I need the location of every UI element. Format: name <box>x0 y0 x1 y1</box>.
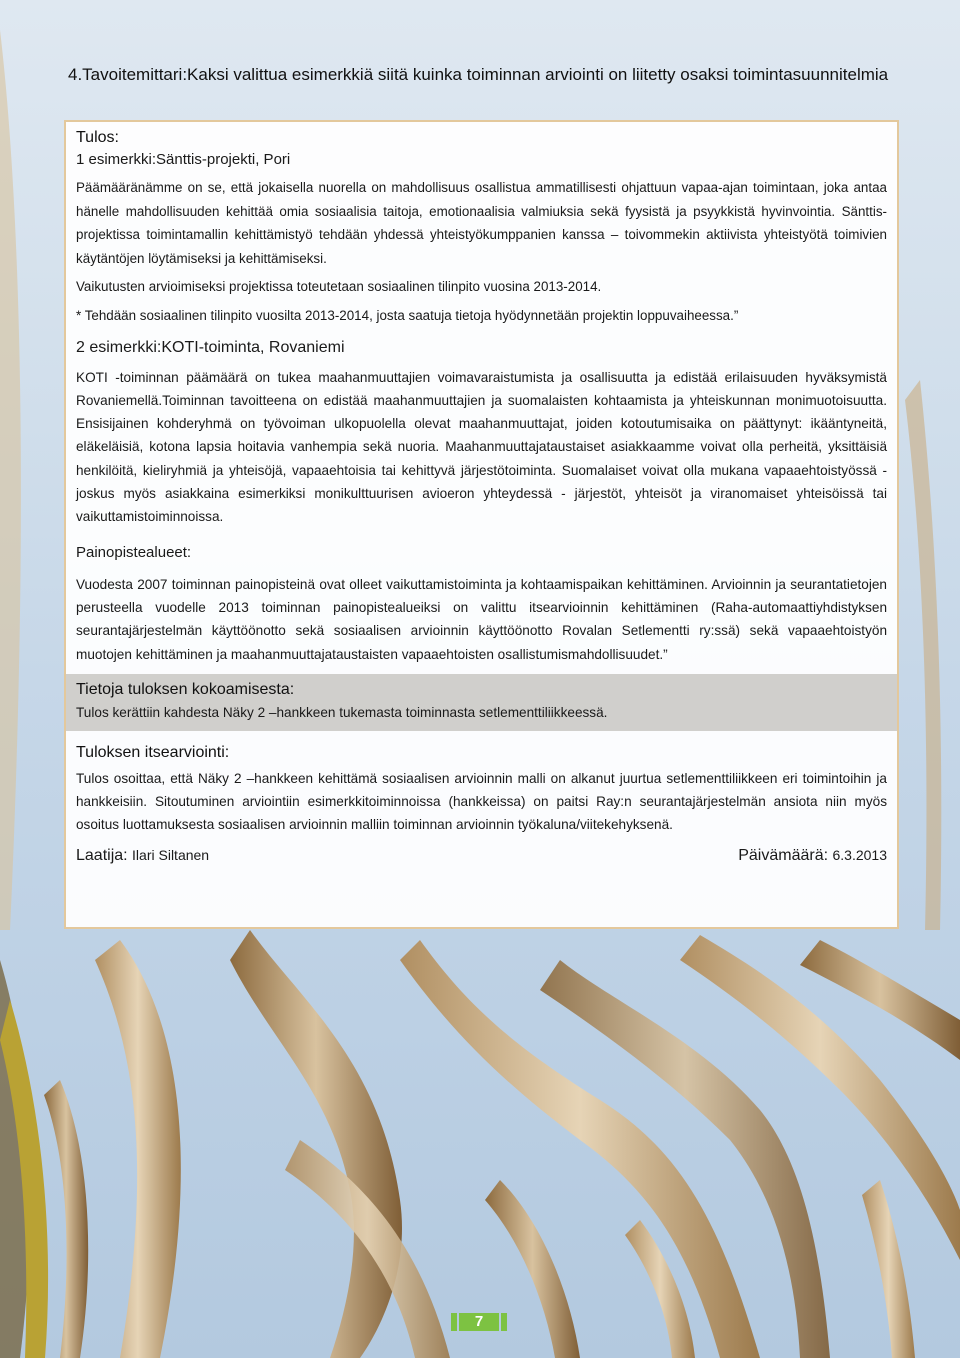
self-evaluation-text: Tulos osoittaa, että Näky 2 –hankkeen kehittämä sosiaalisen arvioinnin malli on alkanut juurtua setlementtiliikkeen eri toimintoihin ja hankkeisiin. Sitoutuminen arviointiin esimerkkitoiminnoissa (hankkeissa) on paitsi Ray:n seurantajärjestelmän ansiota niin myös osoitus luottamuksesta sosiaalisen arvioinnin malliin toiminnan arvioinnin työkaluna/viitekehyksenä. <box>76 770 887 833</box>
page-number-badge <box>451 1313 507 1331</box>
example2-paragraph: KOTI -toiminnan päämäärä on tukea maahanmuuttajien voimavaraistumista ja osallisuutta ja edistää erilaisuuden hyväksymistä Rovaniemellä.Toiminnan tavoitteena on edistää maahanmuuttajien ja suomalaisten kohtaamista ja yhteiskunnan monimuotoisuutta. Ensisijainen kohderyhmä on työvoiman ulkopuolella olevat maahanmuuttajat, joiden kotoutumisaika on päättynyt: ikääntyneitä, eläkeläisiä, kotona lapsia hoitavia vanhempia sekä nuoria. Maahanmuuttajataustaiset asiakkaamme voivat olla perheitä, yksittäisiä henkilöitä, kieliryhmiä ja yhteisöjä, vapaaehtoisia tai kehittyvä järjestötoiminta. Suomalaiset voivat olla mukana vapaaehtoistyössä - joskus myös asiakkaina esimerkiksi monikulttuurisen avioeron yhteydessä - järjestöt, yhteisöt ja viranomaiset yhteisöissä tai vaikuttamistoiminnoissa. <box>76 369 887 525</box>
compilation-section <box>66 674 897 731</box>
self-evaluation-title: Tuloksen itsearviointi: <box>76 743 230 761</box>
example1-title: 1 esimerkki:Sänttis-projekti, Pori <box>76 151 291 168</box>
date-value: 6.3.2013 <box>832 846 887 863</box>
page-number-stripe <box>451 1313 457 1331</box>
author-name: Ilari Siltanen <box>132 846 210 863</box>
self-evaluation-section <box>66 731 897 865</box>
author-block <box>76 847 209 865</box>
example1-paragraph: Vaikutusten arvioimiseksi projektissa toteutetaan sosiaalinen tilinpito vuosina 2013-2014. <box>76 279 602 295</box>
example2-title: 2 esimerkki:KOTI-toiminta, Rovaniemi <box>76 338 345 356</box>
example1-paragraph: * Tehdään sosiaalinen tilinpito vuosilta 2013-2014, josta saatuja tietoja hyödynnetään projektin loppuvaiheessa.” <box>76 307 739 323</box>
page-number-stripe <box>501 1313 507 1331</box>
result-label: Tulos: <box>76 129 119 146</box>
content-panel <box>64 120 899 929</box>
page-title: 4.Tavoitemittari:Kaksi valittua esimerkkiä siitä kuinka toiminnan arviointi on liitetty osaksi toimintasuunnitelmia <box>68 65 889 84</box>
example1-paragraph: Päämääränämme on se, että jokaisella nuorella on mahdollisuus osallistua ammatillisesti ohjattuun vapaa-ajan toimintaan, joka antaa hänelle mahdollisuuden kehittää omia sosiaalisia taitoja, emotionaalisia valmiuksia sekä fyysistä ja psyykkistä hyvinvointia. Sänttis-projektissa toimintamallin kehittämistyö tehdään yhdessä yhteistyökumppanien kanssa – toivommekin aktiivista yhteistyötä toimivien käytäntöjen löytämiseksi ja kehittämiseksi. <box>76 180 887 266</box>
author-label: Laatija: <box>76 846 128 864</box>
focus-areas-label: Painopistealueet: <box>76 543 192 561</box>
focus-areas-paragraph: Vuodesta 2007 toiminnan painopisteinä ovat olleet vaikuttamistoiminta ja kohtaamispaikan kehittäminen. Arvioinnin ja seurantatietojen perusteella vuodelle 2013 toiminnan painopistealueiksi on valittu itsearvioinnin kehittäminen (Raha-automaattiyhdistyksen seurantajärjestelmän käyttöönotto sekä sosiaalisen arvioinnin käyttöönotto Rovalan Setlementti ry:ssä) sekä vapaaehtoistyön muotojen kehittäminen ja maahanmuuttajataustaisten vapaaehtoisten osallistumismahdollisuudet.” <box>76 576 887 662</box>
compilation-text: Tulos kerättiin kahdesta Näky 2 –hankkeen tukemasta toiminnasta setlementtiliikkeessä. <box>76 704 608 720</box>
date-label: Päivämäärä: <box>738 846 829 864</box>
compilation-title: Tietoja tuloksen kokoamisesta: <box>76 680 295 698</box>
signature-row <box>76 847 887 865</box>
page-number: 7 <box>459 1313 499 1331</box>
result-section <box>66 122 897 666</box>
date-block <box>738 847 887 865</box>
